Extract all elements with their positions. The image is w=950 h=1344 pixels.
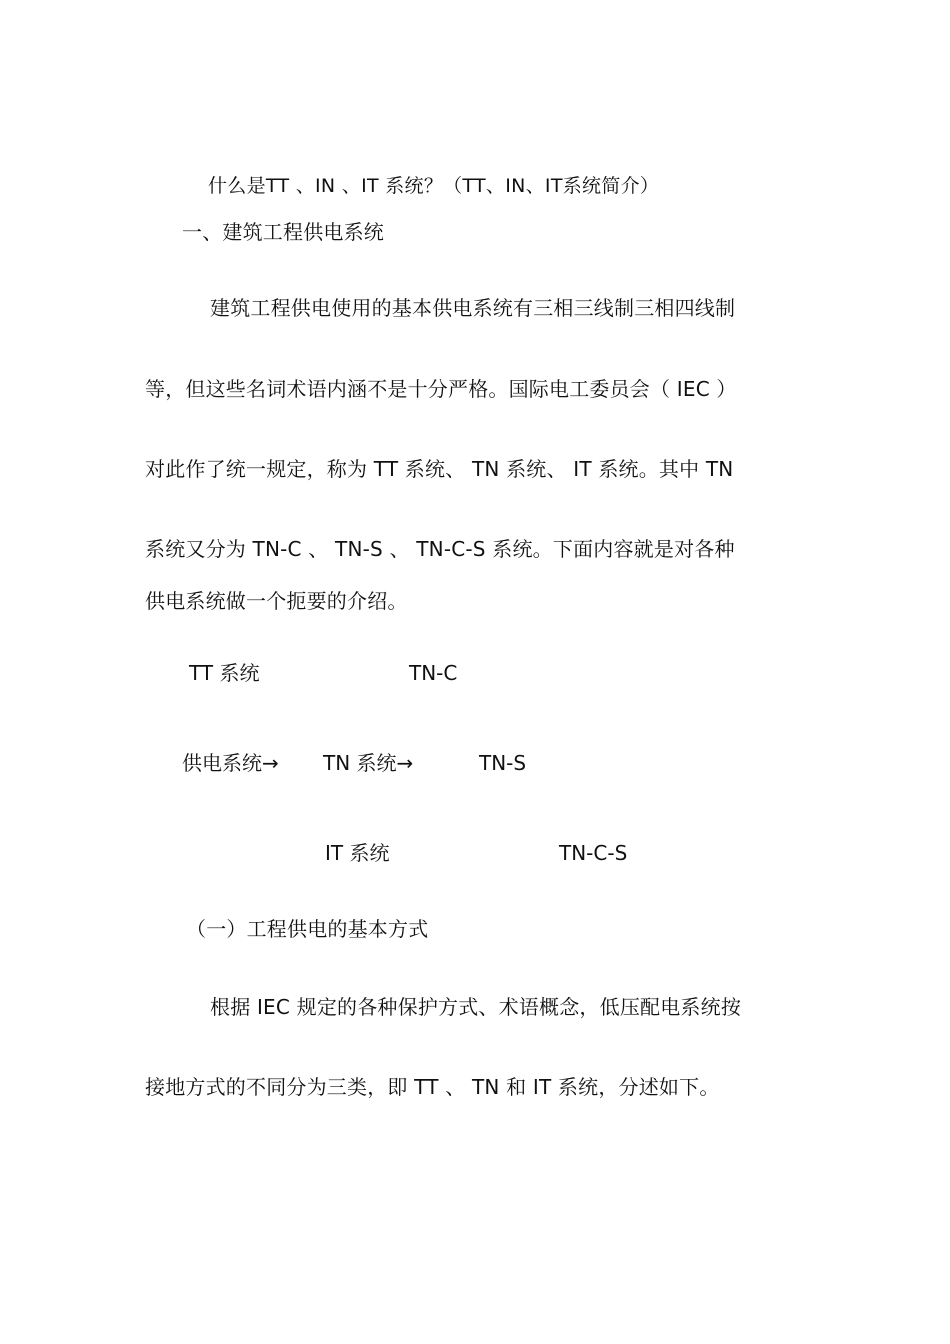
paragraph-line: 对此作了统一规定，称为 TT 系统、 TN 系统、 IT 系统。其中 TN [145, 457, 734, 481]
diagram-root: 供电系统→ [182, 751, 279, 775]
diagram-tn-c-s: TN-C-S [559, 841, 628, 865]
diagram-it-system: IT 系统 [325, 841, 390, 865]
paragraph-line: 根据 IEC 规定的各种保护方式、术语概念，低压配电系统按 [210, 995, 742, 1019]
subsection-heading: （一）工程供电的基本方式 [186, 917, 429, 941]
diagram-tt-system: TT 系统 [189, 661, 260, 685]
page-title: 什么是TT 、IN 、IT 系统？（TT、IN、IT系统简介） [208, 175, 660, 197]
section-heading: 一、建筑工程供电系统 [182, 220, 384, 244]
diagram-tn-s: TN-S [479, 751, 527, 775]
paragraph-line: 接地方式的不同分为三类，即 TT 、 TN 和 IT 系统，分述如下。 [145, 1075, 720, 1099]
diagram-tn-system: TN 系统→ [323, 751, 414, 775]
paragraph-line: 供电系统做一个扼要的介绍。 [145, 589, 408, 613]
diagram-tn-c: TN-C [409, 661, 458, 685]
paragraph-line: 系统又分为 TN-C 、 TN-S 、 TN-C-S 系统。下面内容就是对各种 [145, 537, 735, 561]
paragraph-line: 建筑工程供电使用的基本供电系统有三相三线制三相四线制 [210, 296, 736, 320]
paragraph-line: 等，但这些名词术语内涵不是十分严格。国际电工委员会（ IEC ） [145, 377, 737, 401]
